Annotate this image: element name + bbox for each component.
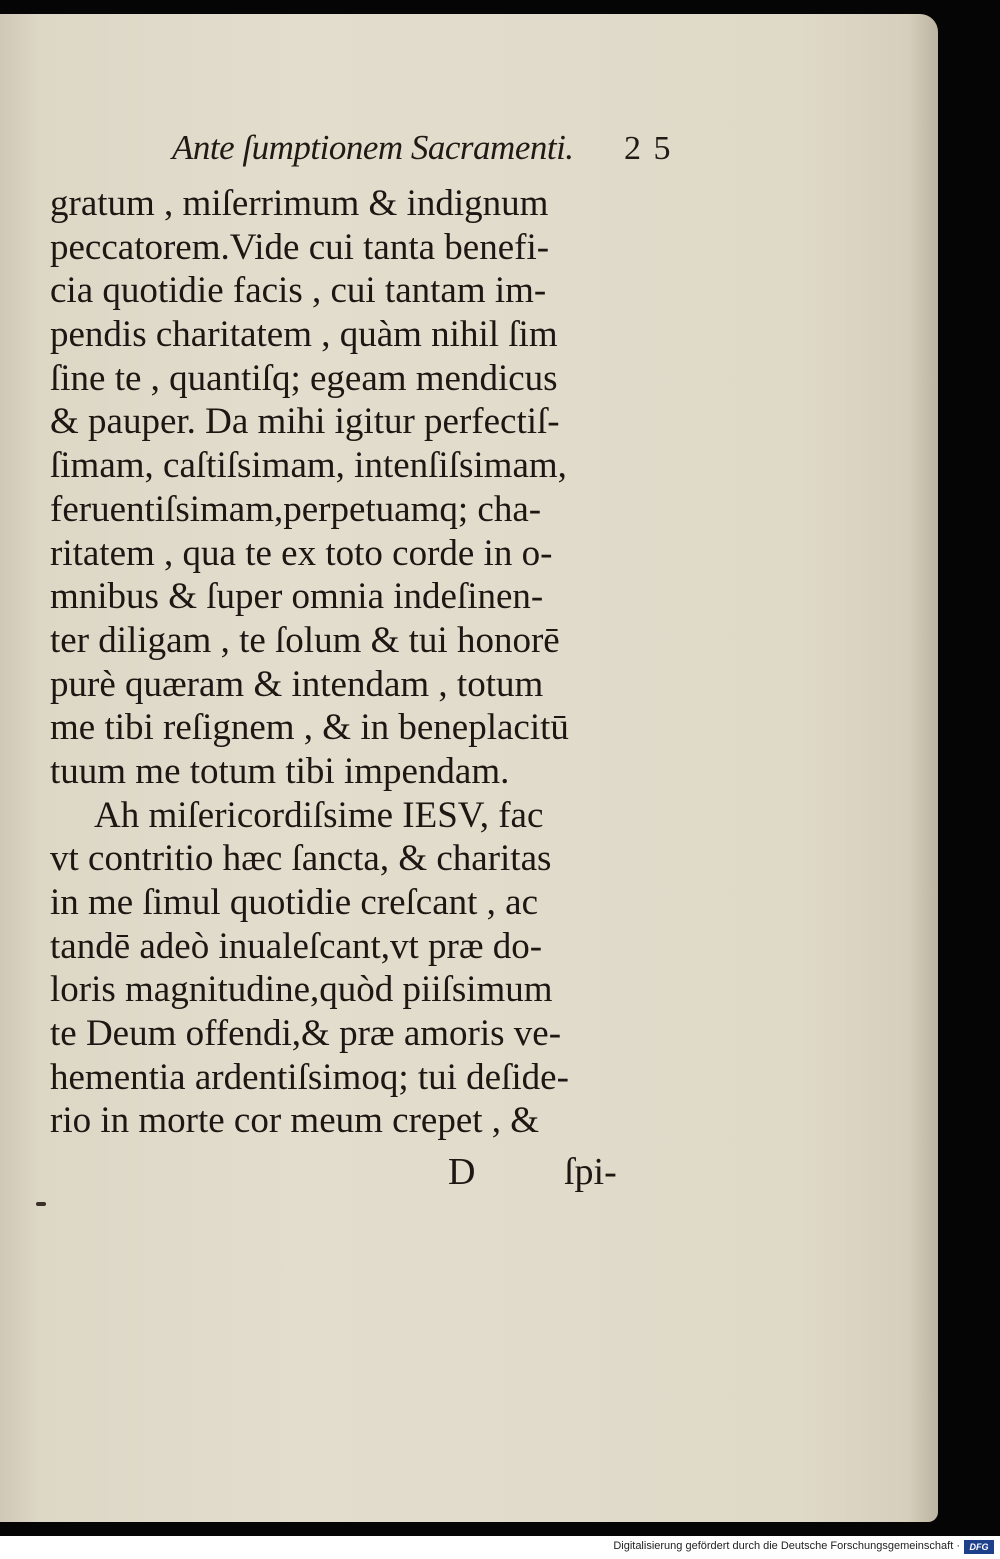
text-line: pendis charitatem , quàm nihil ſim: [50, 314, 558, 356]
dfg-logo: DFG: [964, 1540, 994, 1554]
text-line: peccatorem.Vide cui tanta benefi-: [50, 226, 550, 268]
text-line: loris magnitudine,quòd piiſsimum: [50, 969, 553, 1011]
page-edge-shadow: [908, 14, 938, 1522]
text-line: ritatem , qua te ex toto corde in o-: [50, 532, 553, 574]
text-line: ſine te , quantiſq; egeam mendicus: [50, 357, 558, 399]
running-head: [172, 120, 673, 180]
text-line: hementia ardentiſsimoq; tui deſide-: [50, 1056, 569, 1098]
text-line: tandē adeò inualeſcant,vt præ do-: [50, 925, 543, 967]
catchword: ſpi-: [564, 1151, 617, 1193]
digitization-footer: [0, 1536, 1000, 1559]
funding-credit: Digitalisierung gefördert durch die Deutsche Forschungsgemeinschaft ·: [613, 1540, 960, 1552]
ink-speck: [36, 1202, 46, 1206]
signature-mark: D: [448, 1151, 476, 1193]
text-line: feruentiſsimam,perpetuamq; cha-: [50, 488, 542, 530]
text-line: ter diligam , te ſolum & tui honorē: [50, 619, 560, 661]
text-line: ſimam, caſtiſsimam, intenſiſsimam,: [50, 445, 567, 487]
text-line: gratum , miſerrimum & indignum: [50, 183, 549, 224]
text-line: cia quotidie facis , cui tantam im-: [50, 270, 547, 312]
paragraph-start-line: Ah miſericordiſsime IESV, fac: [94, 794, 544, 836]
text-line: te Deum offendi,& præ amoris ve-: [50, 1013, 562, 1055]
text-line: vt contritio hæc ſancta, & charitas: [50, 838, 552, 880]
catch-row: [440, 1150, 660, 1198]
body-text: [50, 182, 670, 1143]
page-number: 2 5: [624, 130, 673, 167]
text-line: rio in morte cor meum crepet , &: [50, 1100, 540, 1142]
text-line: purè quæram & intendam , totum: [50, 663, 544, 705]
text-line: & pauper. Da mihi igitur perfectiſ-: [50, 401, 560, 443]
running-title: Ante ſumptionem Sacramenti.: [172, 128, 574, 167]
text-line: me tibi reſignem , & in beneplacitū: [50, 707, 569, 749]
text-line: in me ſimul quotidie creſcant , ac: [50, 882, 539, 923]
text-line: mnibus & ſuper omnia indeſinen-: [50, 576, 544, 618]
text-line: tuum me totum tibi impendam.: [50, 750, 510, 792]
